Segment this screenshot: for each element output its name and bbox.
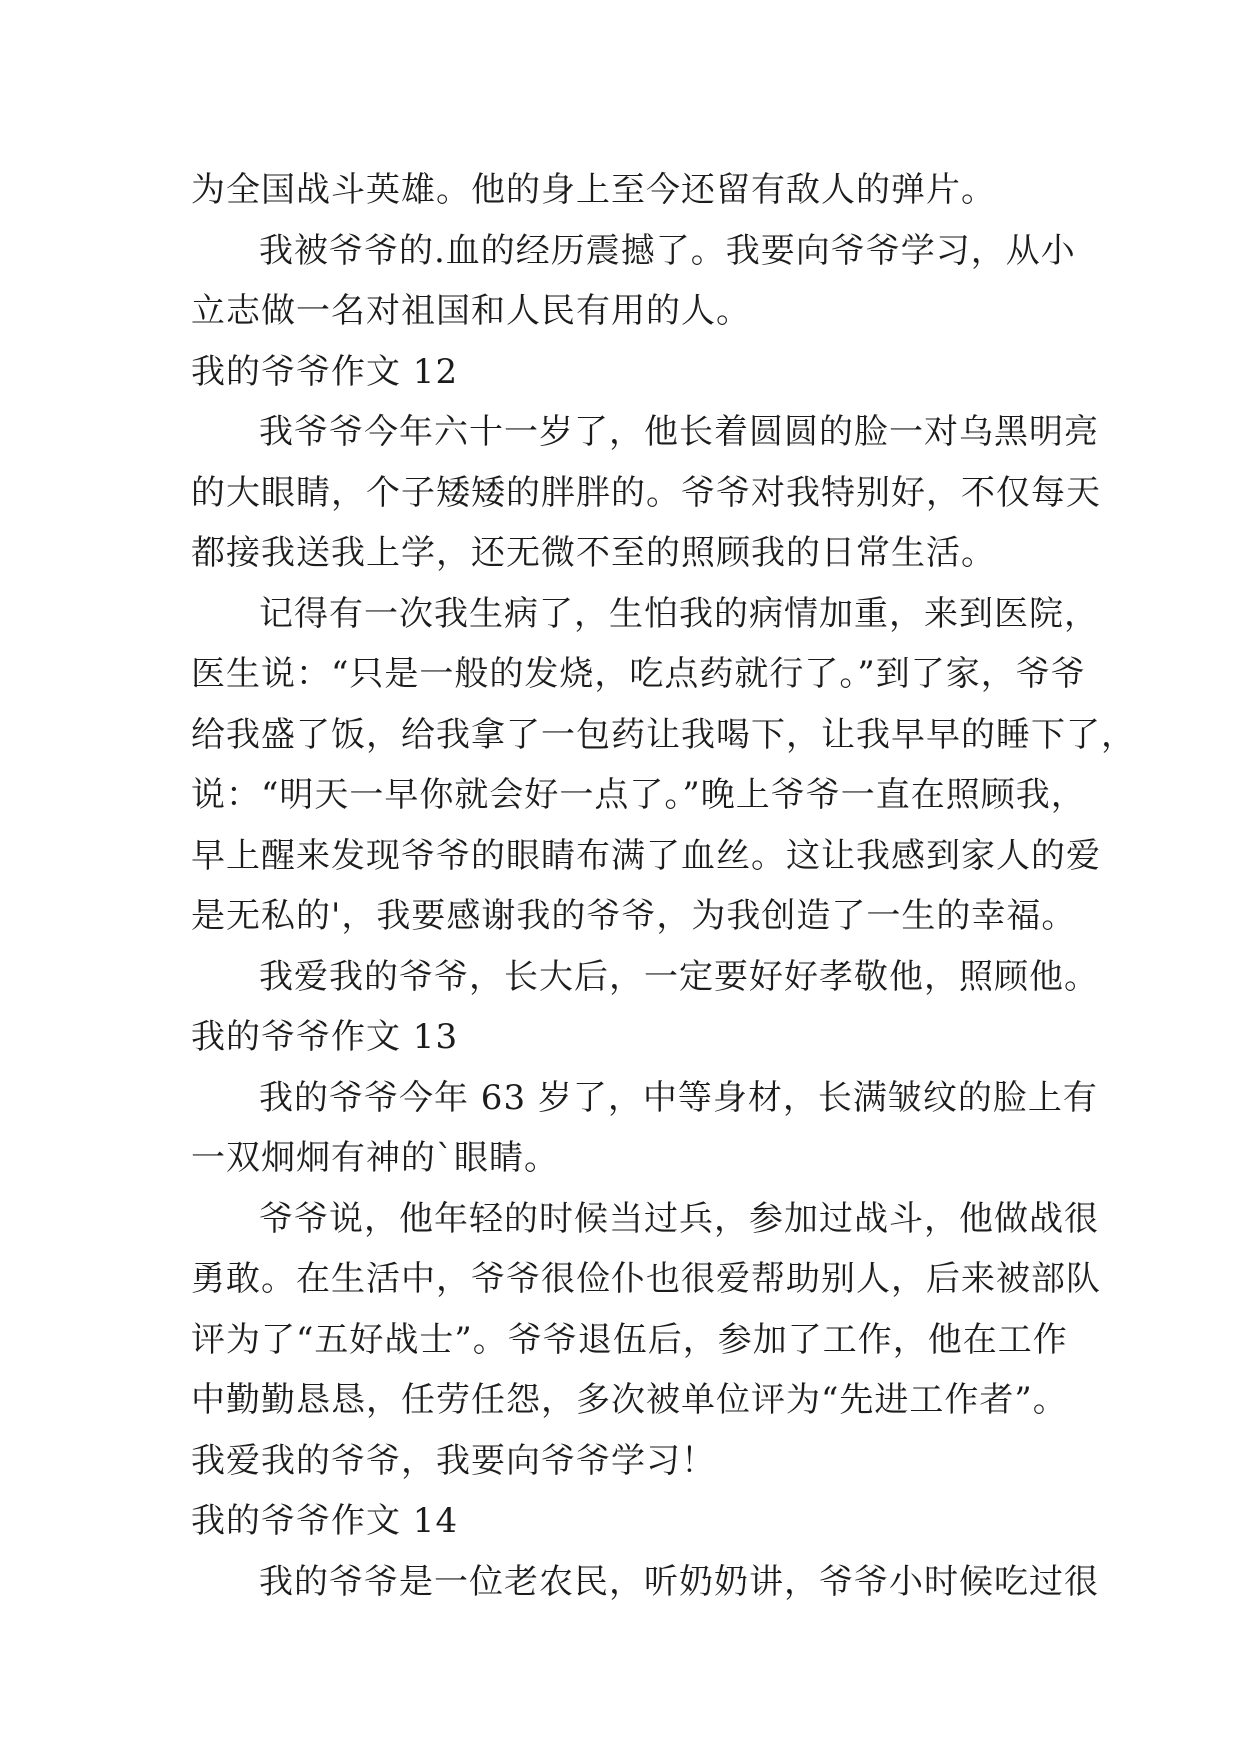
paragraph-line: 早上醒来发现爷爷的眼睛布满了血丝。这让我感到家人的爱 [191,835,1101,876]
paragraph-line: 我的爷爷是一位老农民，听奶奶讲，爷爷小时候吃过很 [259,1561,1099,1602]
paragraph-line: 我被爷爷的.血的经历震撼了。我要向爷爷学习，从小 [259,230,1076,271]
paragraph-line: 爷爷说，他年轻的时候当过兵，参加过战斗，他做战很 [259,1198,1099,1239]
paragraph-line: 评为了“五好战士”。爷爷退伍后，参加了工作，他在工作 [191,1319,1068,1360]
section-heading: 我的爷爷作文 13 [191,1017,459,1057]
paragraph-line: 的大眼睛，个子矮矮的胖胖的。爷爷对我特别好，不仅每天 [191,472,1101,513]
paragraph-line: 是无私的'，我要感谢我的爷爷，为我创造了一生的幸福。 [191,896,1077,936]
paragraph-line: 我爷爷今年六十一岁了，他长着圆圆的脸一对乌黑明亮 [259,412,1099,452]
paragraph-line: 我的爷爷今年 63 岁了，中等身材，长满皱纹的脸上有 [259,1077,1098,1118]
paragraph-line: 医生说：“只是一般的发烧，吃点药就行了。”到了家，爷爷 [191,654,1086,694]
paragraph-line: 都接我送我上学，还无微不至的照顾我的日常生活。 [191,533,996,573]
paragraph-line: 给我盛了饭，给我拿了一包药让我喝下，让我早早的睡下了， [191,714,1136,755]
section-heading: 我的爷爷作文 14 [191,1501,459,1541]
paragraph-line: 说：“明天一早你就会好一点了。”晚上爷爷一直在照顾我， [191,775,1086,815]
paragraph-line: 为全国战斗英雄。他的身上至今还留有敌人的弹片。 [191,170,996,210]
paragraph-line: 我爱我的爷爷，长大后，一定要好好孝敬他，照顾他。 [259,956,1099,997]
paragraph-line: 一双炯炯有神的`眼睛。 [191,1138,559,1178]
document-body [191,160,1136,1612]
paragraph-line: 勇敢。在生活中，爷爷很俭仆也很爱帮助别人，后来被部队 [191,1259,1101,1299]
paragraph-line: 记得有一次我生病了，生怕我的病情加重，来到医院， [259,593,1099,634]
paragraph-line: 立志做一名对祖国和人民有用的人。 [191,291,751,331]
paragraph-line: 中勤勤恳恳，任劳任怨，多次被单位评为“先进工作者”。 [191,1380,1068,1420]
paragraph-line: 我爱我的爷爷，我要向爷爷学习！ [191,1440,716,1481]
section-heading: 我的爷爷作文 12 [191,351,459,392]
